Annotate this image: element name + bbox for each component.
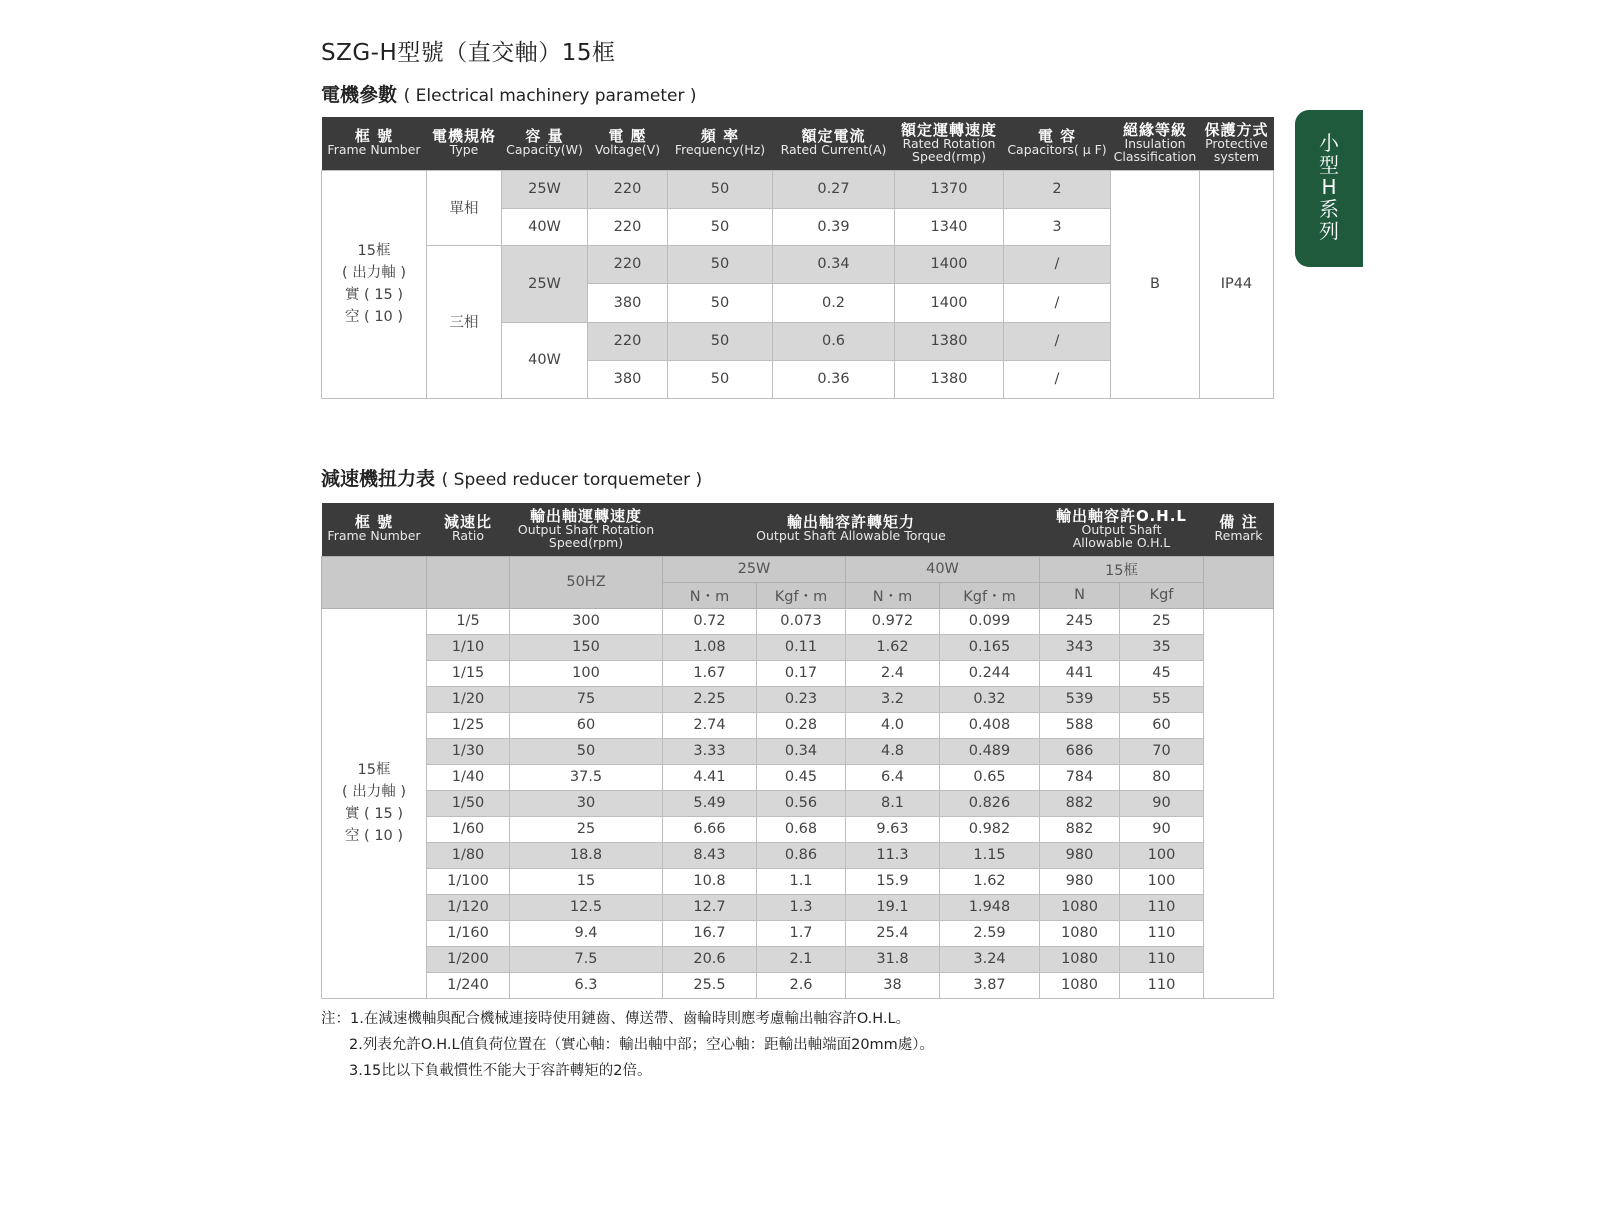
table-row: 三相 25W 220 50 0.34 1400 / (322, 245, 1274, 283)
table-cell: 25 (510, 816, 663, 842)
table-cell: 60 (1120, 712, 1204, 738)
table-cell: 0.489 (940, 738, 1040, 764)
table-cell: 1/200 (427, 946, 510, 972)
table-row (322, 738, 1274, 764)
table-cell: 3.87 (940, 972, 1040, 998)
table-row (322, 894, 1274, 920)
table-cell: 3.24 (940, 946, 1040, 972)
table-cell: 0.972 (846, 608, 940, 634)
table-cell: 882 (1040, 816, 1120, 842)
table-cell: 1/40 (427, 764, 510, 790)
table-cell: 5.49 (663, 790, 757, 816)
table-cell: 300 (510, 608, 663, 634)
table-cell: 20.6 (663, 946, 757, 972)
table-cell: 2.59 (940, 920, 1040, 946)
table-cell: 100 (1120, 868, 1204, 894)
table-cell: 0.11 (757, 634, 846, 660)
table-row: 380 50 0.36 1380 / (322, 360, 1274, 398)
table-cell: 15.9 (846, 868, 940, 894)
table-cell: 12.7 (663, 894, 757, 920)
note-3: 3.15比以下負載慣性不能大于容許轉矩的2倍。 (349, 1063, 652, 1079)
table-cell: 55 (1120, 686, 1204, 712)
table-cell: 784 (1040, 764, 1120, 790)
table-cell: 110 (1120, 946, 1204, 972)
table-row (322, 842, 1274, 868)
torque-header-row (322, 503, 1274, 556)
table-cell: 686 (1040, 738, 1120, 764)
table-cell: 1/120 (427, 894, 510, 920)
table-cell: 4.8 (846, 738, 940, 764)
table-row (322, 816, 1274, 842)
side-tab-char: 系 (1319, 197, 1339, 221)
electrical-title-en: ( Electrical machinery parameter ) (403, 86, 697, 106)
table-cell: 1080 (1040, 972, 1120, 998)
table-cell: 100 (510, 660, 663, 686)
header-rated-speed: 額定運轉速度 Rated Rotation Speed(rmp) (895, 117, 1004, 170)
side-tab-char: 列 (1319, 219, 1339, 243)
table-cell: 12.5 (510, 894, 663, 920)
header-remark: 備 注 Remark (1204, 503, 1274, 556)
table-cell: 50 (510, 738, 663, 764)
table-cell: 0.72 (663, 608, 757, 634)
table-cell: 3.2 (846, 686, 940, 712)
table-cell: 150 (510, 634, 663, 660)
table-cell: 9.63 (846, 816, 940, 842)
table-cell: 980 (1040, 868, 1120, 894)
unit-n: N (1040, 582, 1120, 608)
table-row: 15框 ( 出力軸 ) 實 ( 15 ) 空 ( 10 ) 單相 25W 220 50 0.27 1370 2 B IP44 (322, 170, 1274, 208)
table-row (322, 920, 1274, 946)
table-cell: 10.8 (663, 868, 757, 894)
table-cell: 70 (1120, 738, 1204, 764)
side-tab-char: 型 (1319, 153, 1339, 177)
table-cell: 0.28 (757, 712, 846, 738)
table-cell: 45 (1120, 660, 1204, 686)
unit-nm: N・m (846, 582, 940, 608)
table-cell: 3.33 (663, 738, 757, 764)
table-cell: 588 (1040, 712, 1120, 738)
table-cell: 1/5 (427, 608, 510, 634)
table-cell: 2.74 (663, 712, 757, 738)
table-cell: 0.165 (940, 634, 1040, 660)
header-frame-number: 框 號 Frame Number (322, 503, 427, 556)
subheader-blank (322, 556, 427, 608)
table-cell: 0.56 (757, 790, 846, 816)
table-cell: 1.15 (940, 842, 1040, 868)
table-cell: 1.948 (940, 894, 1040, 920)
table-cell: 0.073 (757, 608, 846, 634)
table-cell: 16.7 (663, 920, 757, 946)
table-row (322, 946, 1274, 972)
insulation-value: B (1111, 170, 1200, 398)
note-1: 注：1.在減速機軸與配合機械連接時使用鏈齒、傳送帶、齒輪時則應考慮輸出軸容許O.H.L。 (321, 1011, 911, 1027)
electrical-header-row (322, 117, 1274, 170)
table-cell: 1/30 (427, 738, 510, 764)
torque-section-title (321, 464, 702, 491)
header-protection: 保護方式 Protective system (1200, 117, 1274, 170)
table-cell: 4.41 (663, 764, 757, 790)
table-cell: 1/25 (427, 712, 510, 738)
table-cell: 882 (1040, 790, 1120, 816)
subheader-15-frame: 15框 (1040, 556, 1204, 582)
table-cell: 35 (1120, 634, 1204, 660)
table-cell: 539 (1040, 686, 1120, 712)
table-row (322, 608, 1274, 634)
header-rated-current: 額定電流 Rated Current(A) (773, 117, 895, 170)
table-cell: 1/80 (427, 842, 510, 868)
header-allowable-torque: 輸出軸容許轉矩力 Output Shaft Allowable Torque (663, 503, 1040, 556)
table-row: 40W 220 50 0.6 1380 / (322, 322, 1274, 360)
header-capacitors: 電 容 Capacitors( μ F) (1004, 117, 1111, 170)
table-cell: 2.25 (663, 686, 757, 712)
frame-cell: 15框 ( 出力軸 ) 實 ( 15 ) 空 ( 10 ) (322, 170, 427, 398)
table-cell: 2.1 (757, 946, 846, 972)
table-cell: 1/160 (427, 920, 510, 946)
table-row: 380 50 0.2 1400 / (322, 283, 1274, 322)
table-cell: 60 (510, 712, 663, 738)
table-cell: 0.17 (757, 660, 846, 686)
header-ratio: 減速比 Ratio (427, 503, 510, 556)
table-cell: 6.66 (663, 816, 757, 842)
table-cell: 0.32 (940, 686, 1040, 712)
table-cell: 0.34 (757, 738, 846, 764)
header-insulation: 絕緣等級 Insulation Classification (1111, 117, 1200, 170)
table-row (322, 686, 1274, 712)
electrical-section-title (321, 80, 697, 107)
table-cell: 9.4 (510, 920, 663, 946)
table-cell: 1/60 (427, 816, 510, 842)
table-cell: 1080 (1040, 920, 1120, 946)
table-cell: 0.099 (940, 608, 1040, 634)
table-cell: 441 (1040, 660, 1120, 686)
table-cell: 4.0 (846, 712, 940, 738)
header-output-speed: 輸出軸運轉速度 Output Shaft Rotation Speed(rpm) (510, 503, 663, 556)
frame-cell: 15框 ( 出力軸 ) 實 ( 15 ) 空 ( 10 ) (322, 608, 427, 998)
table-cell: 6.4 (846, 764, 940, 790)
table-row (322, 712, 1274, 738)
table-cell: 1/240 (427, 972, 510, 998)
table-cell: 31.8 (846, 946, 940, 972)
table-cell: 1.1 (757, 868, 846, 894)
header-allowable-ohl: 輸出軸容許O.H.L Output Shaft Allowable O.H.L (1040, 503, 1204, 556)
table-cell: 15 (510, 868, 663, 894)
table-cell: 1.3 (757, 894, 846, 920)
electrical-title-zh: 電機參數 (321, 84, 398, 106)
table-cell: 1.67 (663, 660, 757, 686)
table-cell: 6.3 (510, 972, 663, 998)
type-single-phase: 單相 (427, 170, 502, 245)
table-cell: 19.1 (846, 894, 940, 920)
table-cell: 90 (1120, 790, 1204, 816)
table-cell: 1.62 (846, 634, 940, 660)
table-cell: 1/50 (427, 790, 510, 816)
table-cell: 980 (1040, 842, 1120, 868)
unit-kgfm: Kgf・m (940, 582, 1040, 608)
table-cell: 1/100 (427, 868, 510, 894)
table-cell: 0.244 (940, 660, 1040, 686)
table-cell: 2.6 (757, 972, 846, 998)
header-capacity: 容 量 Capacity(W) (502, 117, 588, 170)
table-cell: 1.62 (940, 868, 1040, 894)
table-cell: 0.23 (757, 686, 846, 712)
table-cell: 245 (1040, 608, 1120, 634)
table-row (322, 764, 1274, 790)
unit-kgfm: Kgf・m (757, 582, 846, 608)
table-cell: 1.08 (663, 634, 757, 660)
table-cell: 90 (1120, 816, 1204, 842)
header-type: 電機規格 Type (427, 117, 502, 170)
table-cell: 1/20 (427, 686, 510, 712)
table-cell: 110 (1120, 972, 1204, 998)
subheader-blank (427, 556, 510, 608)
table-row (322, 972, 1274, 998)
table-cell: 37.5 (510, 764, 663, 790)
table-cell: 343 (1040, 634, 1120, 660)
torque-table (321, 503, 1274, 999)
table-row (322, 660, 1274, 686)
table-row: 40W 220 50 0.39 1340 3 (322, 208, 1274, 245)
subheader-40w: 40W (846, 556, 1040, 582)
table-cell: 7.5 (510, 946, 663, 972)
table-cell: 1.7 (757, 920, 846, 946)
table-cell: 0.408 (940, 712, 1040, 738)
table-cell: 0.826 (940, 790, 1040, 816)
page-title: SZG-H型號（直交軸）15框 (321, 40, 616, 66)
torque-title-en: ( Speed reducer torquemeter ) (441, 470, 703, 490)
table-row (322, 790, 1274, 816)
table-row (322, 868, 1274, 894)
table-cell: 0.86 (757, 842, 846, 868)
table-cell: 25.4 (846, 920, 940, 946)
table-cell: 25.5 (663, 972, 757, 998)
table-cell: 75 (510, 686, 663, 712)
header-frequency: 頻 率 Frequency(Hz) (668, 117, 773, 170)
header-voltage: 電 壓 Voltage(V) (588, 117, 668, 170)
table-cell: 0.65 (940, 764, 1040, 790)
side-tab-small-h-series[interactable] (1295, 110, 1363, 267)
header-frame-number: 框 號 Frame Number (322, 117, 427, 170)
table-cell: 110 (1120, 894, 1204, 920)
unit-kgf: Kgf (1120, 582, 1204, 608)
type-three-phase: 三相 (427, 245, 502, 398)
subheader-50hz: 50HZ (510, 556, 663, 608)
table-cell: 0.68 (757, 816, 846, 842)
notes (321, 1006, 934, 1084)
table-cell: 8.43 (663, 842, 757, 868)
table-cell: 2.4 (846, 660, 940, 686)
electrical-parameter-table (321, 117, 1274, 399)
table-cell: 18.8 (510, 842, 663, 868)
remark-cell (1204, 608, 1274, 998)
table-cell: 80 (1120, 764, 1204, 790)
table-cell: 11.3 (846, 842, 940, 868)
subheader-blank (1204, 556, 1274, 608)
unit-nm: N・m (663, 582, 757, 608)
protection-value: IP44 (1200, 170, 1274, 398)
table-cell: 0.45 (757, 764, 846, 790)
table-cell: 8.1 (846, 790, 940, 816)
subheader-row (322, 556, 1274, 582)
subheader-25w: 25W (663, 556, 846, 582)
torque-title-zh: 減速機扭力表 (321, 468, 436, 490)
table-cell: 1/10 (427, 634, 510, 660)
table-cell: 1/15 (427, 660, 510, 686)
side-tab-char: 小 (1319, 131, 1339, 155)
table-cell: 38 (846, 972, 940, 998)
note-2: 2.列表允許O.H.L值負荷位置在（實心軸：輸出軸中部；空心軸：距輸出軸端面20mm處）。 (349, 1037, 935, 1053)
table-cell: 110 (1120, 920, 1204, 946)
table-row (322, 634, 1274, 660)
table-cell: 25 (1120, 608, 1204, 634)
table-cell: 30 (510, 790, 663, 816)
table-cell: 1080 (1040, 894, 1120, 920)
table-cell: 1080 (1040, 946, 1120, 972)
table-cell: 0.982 (940, 816, 1040, 842)
table-cell: 100 (1120, 842, 1204, 868)
side-tab-char: H (1321, 175, 1337, 199)
